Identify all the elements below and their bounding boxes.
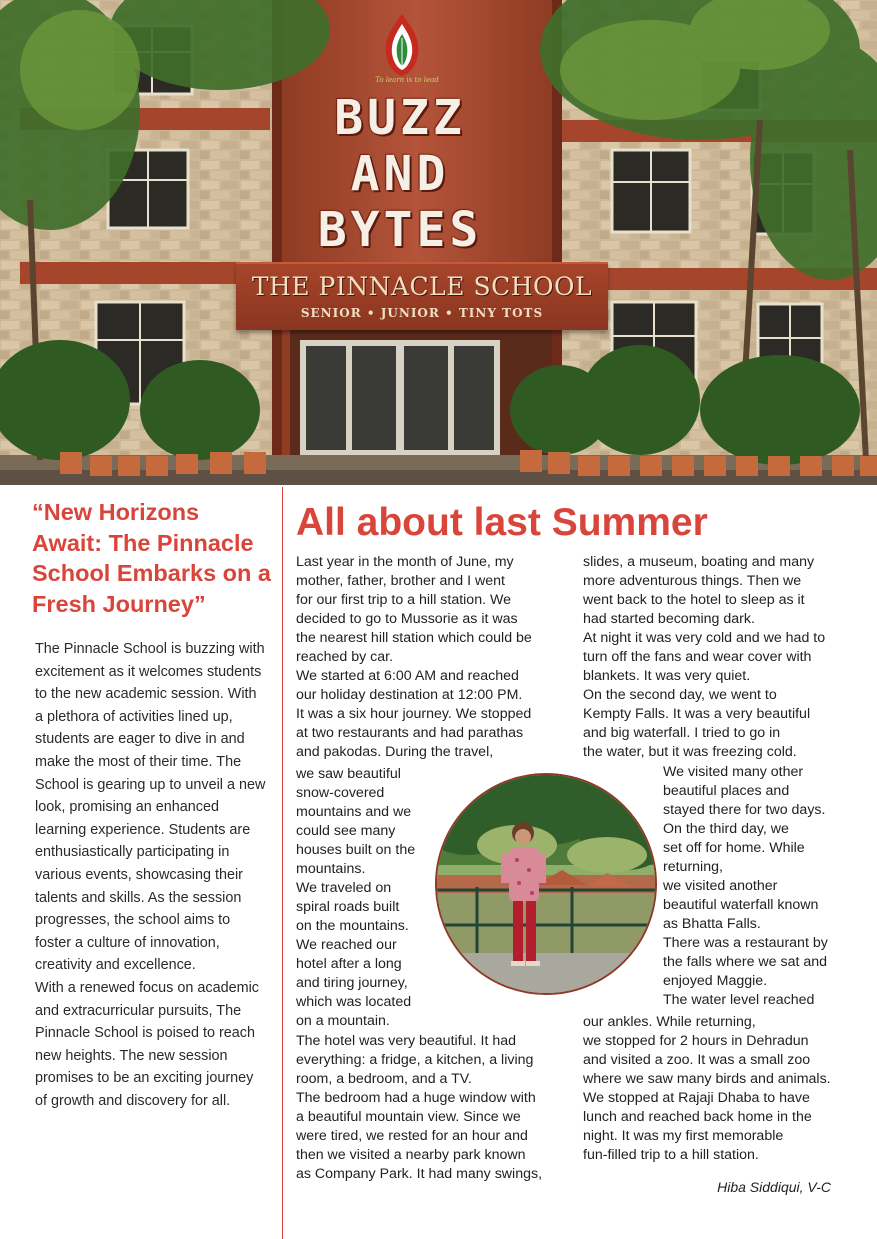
- text-line: fun-filled trip to a hill station.: [583, 1147, 759, 1163]
- text-line: as Bhatta Falls.: [663, 916, 761, 932]
- text-line: turn off the fans and wear cover with: [583, 649, 812, 665]
- article-author: Hiba Siddiqui, V-C: [717, 1179, 831, 1195]
- text-line: and big waterfall. I tried to go in: [583, 725, 781, 741]
- title-line-buzz: BUZZ: [334, 90, 466, 146]
- title-line-and: AND: [350, 146, 450, 202]
- text-line: We stopped at Rajaji Dhaba to have: [583, 1090, 810, 1106]
- text-line: stayed there for two days.: [663, 802, 826, 818]
- title-line-bytes: BYTES: [317, 202, 483, 258]
- sign-school-name: THE PINNACLE SCHOOL: [251, 272, 593, 301]
- article-col1-top: [296, 553, 571, 762]
- newsletter-title: [250, 90, 550, 258]
- text-line: our ankles. While returning,: [583, 1014, 756, 1030]
- text-line: returning,: [663, 859, 723, 875]
- text-line: It was a six hour journey. We stopped: [296, 706, 532, 722]
- hero-banner: [0, 0, 877, 485]
- text-line: were tired, we rested for an hour and: [296, 1128, 528, 1144]
- text-line: the water, but it was freezing cold.: [583, 744, 797, 760]
- school-logo-icon: [380, 12, 424, 82]
- article-col2-top: [583, 553, 868, 762]
- text-line: reached by car.: [296, 649, 394, 665]
- text-line: enjoyed Maggie.: [663, 973, 768, 989]
- article-col1-bottom: [296, 1032, 571, 1184]
- text-line: We visited many other: [663, 764, 804, 780]
- text-line: We traveled on: [296, 880, 392, 896]
- girl-hill-station-photo: [437, 775, 657, 995]
- article-title: All about last Summer: [296, 501, 708, 544]
- text-line: room, a bedroom, and a TV.: [296, 1071, 472, 1087]
- left-paragraph: With a renewed focus on academic and extracurricular pursuits, The Pinnacle School is poised to reach new heights. The new session promises to be an exciting journey of growth and discovery for all.: [35, 979, 259, 1109]
- text-line: We reached our: [296, 937, 397, 953]
- text-line: hotel after a long: [296, 956, 402, 972]
- text-line: as Company Park. It had many swings,: [296, 1166, 543, 1182]
- column-divider: [282, 487, 283, 1239]
- text-line: At night it was very cold and we had to: [583, 630, 826, 646]
- text-line: snow-covered: [296, 785, 385, 801]
- text-line: at two restaurants and had parathas: [296, 725, 524, 741]
- text-line: could see many: [296, 823, 396, 839]
- text-line: The hotel was very beautiful. It had: [296, 1033, 517, 1049]
- text-line: the nearest hill station which could be: [296, 630, 532, 646]
- sign-sections: SENIOR • JUNIOR • TINY TOTS: [300, 306, 544, 320]
- text-line: mother, father, brother and I went: [296, 573, 505, 589]
- text-line: more adventurous things. Then we: [583, 573, 802, 589]
- text-line: went back to the hotel to sleep as it: [583, 592, 805, 608]
- article-col1-wrap: [296, 765, 436, 1031]
- text-line: slides, a museum, boating and many: [583, 554, 815, 570]
- text-line: beautiful places and: [663, 783, 790, 799]
- school-signboard: [236, 262, 608, 330]
- left-headline: “New Horizons Await: The Pinnacle School Embarks on a Fresh Journey”: [32, 499, 271, 617]
- article-photo: [435, 773, 657, 995]
- text-line: and tiring journey,: [296, 975, 408, 991]
- text-line: blankets. It was very quiet.: [583, 668, 751, 684]
- article-col2-bottom: [583, 1013, 868, 1165]
- text-line: The bedroom had a huge window with: [296, 1090, 536, 1106]
- text-line: we visited another: [663, 878, 778, 894]
- text-line: the falls where we sat and: [663, 954, 828, 970]
- text-line: mountains and we: [296, 804, 412, 820]
- text-line: everything: a fridge, a kitchen, a living: [296, 1052, 534, 1068]
- text-line: our holiday destination at 12:00 PM.: [296, 687, 523, 703]
- text-line: had started becoming dark.: [583, 611, 755, 627]
- text-line: decided to go to Mussorie as it was: [296, 611, 518, 627]
- text-line: and visited a zoo. It was a small zoo: [583, 1052, 811, 1068]
- school-motto: To learn is to lead: [375, 76, 439, 84]
- left-article-body: [35, 638, 267, 1112]
- left-paragraph: The Pinnacle School is buzzing with excitement as it welcomes students to the new academic session. With a plethora of activities lined up, students are eager to dive in and make the most of their time. The School is gearing up to unveil a new look, promising an enhanced learning experience. Students are enthusiastically participating in various events, showcasing their talents and skills. As the session progresses, the school aims to foster a culture of innovation, creativity and excellence.: [35, 641, 266, 974]
- text-line: spiral roads built: [296, 899, 400, 915]
- text-line: On the third day, we: [663, 821, 789, 837]
- text-line: where we saw many birds and animals.: [583, 1071, 831, 1087]
- text-line: on a mountain.: [296, 1013, 390, 1029]
- text-line: we saw beautiful: [296, 766, 401, 782]
- text-line: for our first trip to a hill station. We: [296, 592, 511, 608]
- article-col2-wrap: [663, 763, 863, 1010]
- text-line: On the second day, we went to: [583, 687, 777, 703]
- text-line: beautiful waterfall known: [663, 897, 819, 913]
- text-line: then we visited a nearby park known: [296, 1147, 526, 1163]
- text-line: lunch and reached back home in the: [583, 1109, 812, 1125]
- text-line: which was located: [296, 994, 412, 1010]
- text-line: on the mountains.: [296, 918, 409, 934]
- text-line: set off for home. While: [663, 840, 805, 856]
- text-line: Last year in the month of June, my: [296, 554, 514, 570]
- text-line: mountains.: [296, 861, 366, 877]
- text-line: There was a restaurant by: [663, 935, 828, 951]
- text-line: a beautiful mountain view. Since we: [296, 1109, 521, 1125]
- text-line: night. It was my first memorable: [583, 1128, 784, 1144]
- text-line: houses built on the: [296, 842, 416, 858]
- text-line: Kempty Falls. It was a very beautiful: [583, 706, 811, 722]
- text-line: The water level reached: [663, 992, 815, 1008]
- text-line: We started at 6:00 AM and reached: [296, 668, 519, 684]
- text-line: we stopped for 2 hours in Dehradun: [583, 1033, 809, 1049]
- text-line: and pakodas. During the travel,: [296, 744, 494, 760]
